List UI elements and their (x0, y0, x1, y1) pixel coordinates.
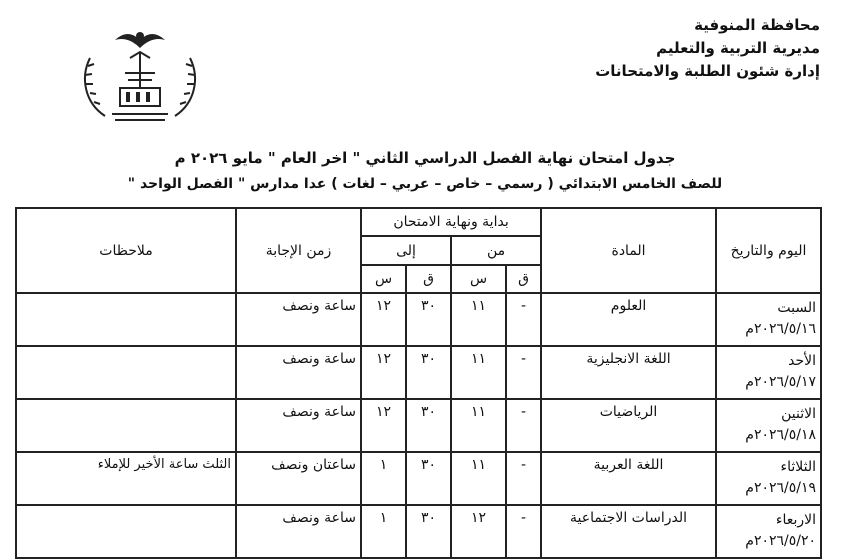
header-block (520, 14, 820, 83)
row-from-s: ١١ (451, 399, 506, 452)
row-date: ٢٠٢٦/٥/٢٠م (745, 533, 817, 549)
row-to-q: ٣٠ (406, 293, 451, 346)
table-row (16, 293, 821, 346)
row-to-s: ١٢ (361, 399, 406, 452)
row-to-q: ٣٠ (406, 346, 451, 399)
row-subject: اللغة الانجليزية (541, 346, 716, 399)
row-notes (16, 399, 236, 452)
row-from-s: ١٢ (451, 505, 506, 558)
row-day: الاربعاء (775, 512, 817, 528)
table-row (16, 452, 821, 505)
schedule-table (15, 207, 822, 559)
row-notes: الثلث ساعة الأخير للإملاء (16, 452, 236, 505)
row-from-s: ١١ (451, 346, 506, 399)
table-row (16, 346, 821, 399)
exam-title: جدول امتحان نهاية الفصل الدراسي الثاني " اخر العام " مايو ٢٠٢٦ م (174, 149, 676, 167)
header-from: من (451, 236, 541, 265)
row-day: الاثنين (781, 406, 817, 422)
title-block (40, 145, 810, 197)
row-duration: ساعة ونصف (236, 293, 361, 346)
table-row (16, 399, 821, 452)
row-from-s: ١١ (451, 452, 506, 505)
row-date: ٢٠٢٦/٥/١٦م (745, 321, 817, 337)
header-notes: ملاحظات (16, 208, 236, 293)
header-to: إلى (361, 236, 451, 265)
header-duration: زمن الإجابة (236, 208, 361, 293)
row-to-q: ٣٠ (406, 452, 451, 505)
row-day: السبت (777, 300, 817, 316)
row-notes (16, 505, 236, 558)
row-subject: الرياضيات (541, 399, 716, 452)
emblem-logo (70, 18, 210, 128)
row-to-q: ٣٠ (406, 505, 451, 558)
row-duration: ساعتان ونصف (236, 452, 361, 505)
header-day-date: اليوم والتاريخ (716, 208, 821, 293)
row-notes (16, 346, 236, 399)
row-duration: ساعة ونصف (236, 399, 361, 452)
row-date: ٢٠٢٦/٥/١٧م (745, 374, 817, 390)
department-label: إدارة شئون الطلبة والامتحانات (595, 62, 820, 80)
header-from-s: س (451, 265, 506, 293)
row-day: الثلاثاء (780, 459, 817, 475)
row-to-q: ٣٠ (406, 399, 451, 452)
row-date: ٢٠٢٦/٥/١٨م (745, 427, 817, 443)
row-from-q: - (506, 505, 541, 558)
directorate-label: مديرية التربية والتعليم (656, 39, 820, 57)
row-subject: الدراسات الاجتماعية (541, 505, 716, 558)
row-to-s: ١ (361, 452, 406, 505)
row-to-s: ١٢ (361, 293, 406, 346)
row-from-q: - (506, 293, 541, 346)
row-duration: ساعة ونصف (236, 505, 361, 558)
exam-subtitle: للصف الخامس الابتدائي ( رسمي – خاص – عربي – لغات ) عدا مدارس " الفصل الواحد " (127, 176, 723, 192)
row-from-q: - (506, 399, 541, 452)
row-to-s: ١ (361, 505, 406, 558)
header-to-q: ق (406, 265, 451, 293)
header-to-s: س (361, 265, 406, 293)
row-from-q: - (506, 452, 541, 505)
row-to-s: ١٢ (361, 346, 406, 399)
row-subject: اللغة العربية (541, 452, 716, 505)
table-row (16, 505, 821, 558)
row-day: الأحد (788, 353, 817, 369)
header-start-end: بداية ونهاية الامتحان (361, 208, 541, 236)
governorate-label: محافظة المنوفية (694, 16, 820, 34)
row-duration: ساعة ونصف (236, 346, 361, 399)
row-date: ٢٠٢٦/٥/١٩م (745, 480, 817, 496)
header-from-q: ق (506, 265, 541, 293)
row-notes (16, 293, 236, 346)
header-subject: المادة (541, 208, 716, 293)
row-subject: العلوم (541, 293, 716, 346)
row-from-s: ١١ (451, 293, 506, 346)
row-from-q: - (506, 346, 541, 399)
